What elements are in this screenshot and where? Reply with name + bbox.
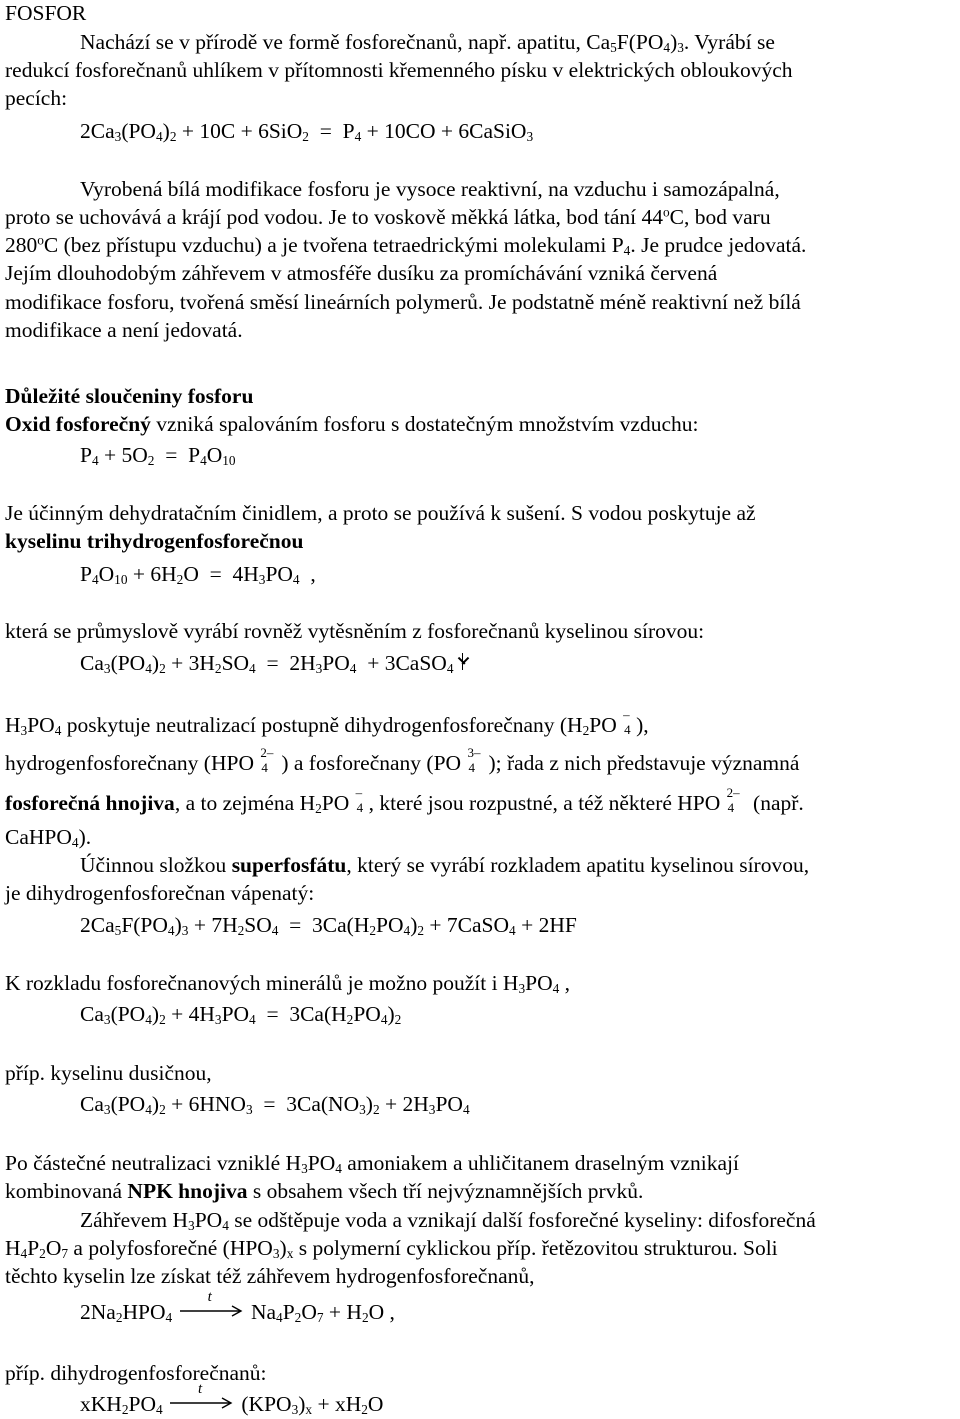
section-heading: Důležité sloučeniny fosforu xyxy=(5,384,254,408)
white-line-6: modifikace a není jedovatá. xyxy=(5,318,243,342)
npk-line-2: kombinovaná NPK hnojiva s obsahem všech tří nejvýznamnějších prvků. xyxy=(5,1179,644,1203)
superphosphate-line-2: je dihydrogenfosforečnan vápenatý: xyxy=(5,881,315,905)
fertilizer-line-1: fosforečná hnojiva, a to zejména $H_2PO$ – 4 , které jsou rozpustné, a též některé HPO 2– 4 (např. xyxy=(5,785,804,816)
ion-charge: 3– 4 xyxy=(467,745,481,775)
acid-term: kyselinu trihydrogenfosforečnou xyxy=(5,529,304,553)
heating-line-1: Záhřevem $H_3PO_4$ se odštěpuje voda a vznikají další fosforečné kyseliny: difosforečná xyxy=(80,1208,816,1233)
equation-8: $2Na_2HPO_4$ t $Na_4P_2O_7 + H_2O$ , xyxy=(80,1289,395,1325)
white-line-5: modifikace fosforu, tvořená směsí lineárních polymerů. Je podstatně méně reaktivní než bílá xyxy=(5,290,801,314)
heating-line-3: těchto kyselin lze získat též záhřevem hydrogenfosforečnanů, xyxy=(5,1264,535,1288)
equation-3: $P_4O_{10} + 6H_2O = 4H_3PO_4$ , xyxy=(80,562,316,587)
dihydro-line: příp. dihydrogenfosforečnanů: xyxy=(5,1361,267,1385)
decomposition-line: K rozkladu fosforečnanových minerálů je možno použít i $H_3PO_4$ , xyxy=(5,971,571,996)
superphosphate-line-1: Účinnou složkou superfosfátu, který se vyrábí rozkladem apatitu kyselinou sírovou, xyxy=(80,853,810,877)
white-line-4: Jejím dlouhodobým záhřevem v atmosféře dusíku za promíchávání vzniká červená xyxy=(5,261,718,285)
intro-line-2: redukcí fosforečnanů uhlíkem v přítomnosti křemenného písku v elektrických obloukových xyxy=(5,58,793,82)
equation-1: $2Ca_3(PO_4)_2 + 10C + 6SiO_2 = P_4 + 10CO$ + 6CaSiO$_3$ xyxy=(80,119,534,144)
neutralization-line-1: $H_3PO_4$ poskytuje neutralizací postupně dihydrogenfosforečnany ($H_2PO$ – 4 ), xyxy=(5,707,649,738)
page-title: FOSFOR xyxy=(5,1,87,25)
oxide-line: Oxid fosforečný vzniká spalováním fosforu s dostatečným množstvím vzduchu: xyxy=(5,412,699,436)
equation-5: $2Ca_5F(PO_4)_3 + 7H_2SO_4 = 3Ca(H_2PO_4)_2$ + 7CaSO$_4$ + 2HF xyxy=(80,913,577,938)
fertilizer-line-2: CaHPO$_4$). xyxy=(5,825,92,850)
industrial-line: která se průmyslově vyrábí rovněž vytěsněním z fosforečnanů kyselinou sírovou: xyxy=(5,619,705,643)
neutralization-line-2: hydrogenfosforečnany (HPO 2– 4 ) a fosforečnany (PO 3– 4 ); řada z nich představuje významná xyxy=(5,745,800,775)
heating-arrow-icon: t xyxy=(180,1300,244,1322)
heating-arrow-icon: t xyxy=(170,1392,234,1414)
equation-6: $Ca_3(PO_4)_2 + 4H_3PO_4 = 3Ca(H_2PO_4)_2$ xyxy=(80,1002,402,1027)
nitric-line: příp. kyselinu dusičnou, xyxy=(5,1061,212,1085)
white-line-3: 280$^o$C (bez přístupu vzduchu) a je tvořena tetraedrickými molekulami $P_4$. Je prudce jedovatá. xyxy=(5,232,807,258)
ion-charge: – 4 xyxy=(623,707,631,737)
ion-charge: 2– 4 xyxy=(726,785,740,815)
ion-charge: – 4 xyxy=(355,785,364,815)
ion-charge: 2– 4 xyxy=(260,745,274,775)
dehydration-line: Je účinným dehydratačním činidlem, a proto se používá k sušení. S vodou poskytuje až xyxy=(5,501,756,525)
intro-line-3: pecích: xyxy=(5,86,68,110)
white-line-1: Vyrobená bílá modifikace fosforu je vysoce reaktivní, na vzduchu i samozápalná, xyxy=(80,177,780,201)
heating-line-2: $H_4P_2O_7$ a polyfosforečné $(HPO_3)_x$ s polymerní cyklickou příp. řetězovitou strukturou. Soli xyxy=(5,1236,778,1261)
equation-9: $xKH_2PO_4$ t $(KPO_3)_x + xH_2O$ xyxy=(80,1381,384,1417)
npk-line-1: Po částečné neutralizaci vzniklé $H_3PO_4$ amoniakem a uhličitanem draselným vznikají xyxy=(5,1151,739,1176)
equation-2: $P_4 + 5O_2 = P_4O_{10}$ xyxy=(80,443,236,468)
equation-4: $Ca_3(PO_4)_2 + 3H_2SO_4 = 2H_3PO_4$ + 3CaSO$_4$ xyxy=(80,650,471,676)
precipitate-arrow-icon xyxy=(455,653,471,673)
equation-7: $Ca_3(PO_4)_2 + 6HNO_3 = 3Ca(NO_3)_2 + 2H_3PO_4$ xyxy=(80,1092,470,1117)
intro-line-1: Nachází se v přírodě ve formě fosforečnanů, např. apatitu, $Ca_5F(PO_4)_3$. Vyrábí se xyxy=(80,30,775,55)
white-line-2: proto se uchovává a krájí pod vodou. Je to voskově měkká látka, bod tání 44$^o$C, bod varu xyxy=(5,204,771,229)
